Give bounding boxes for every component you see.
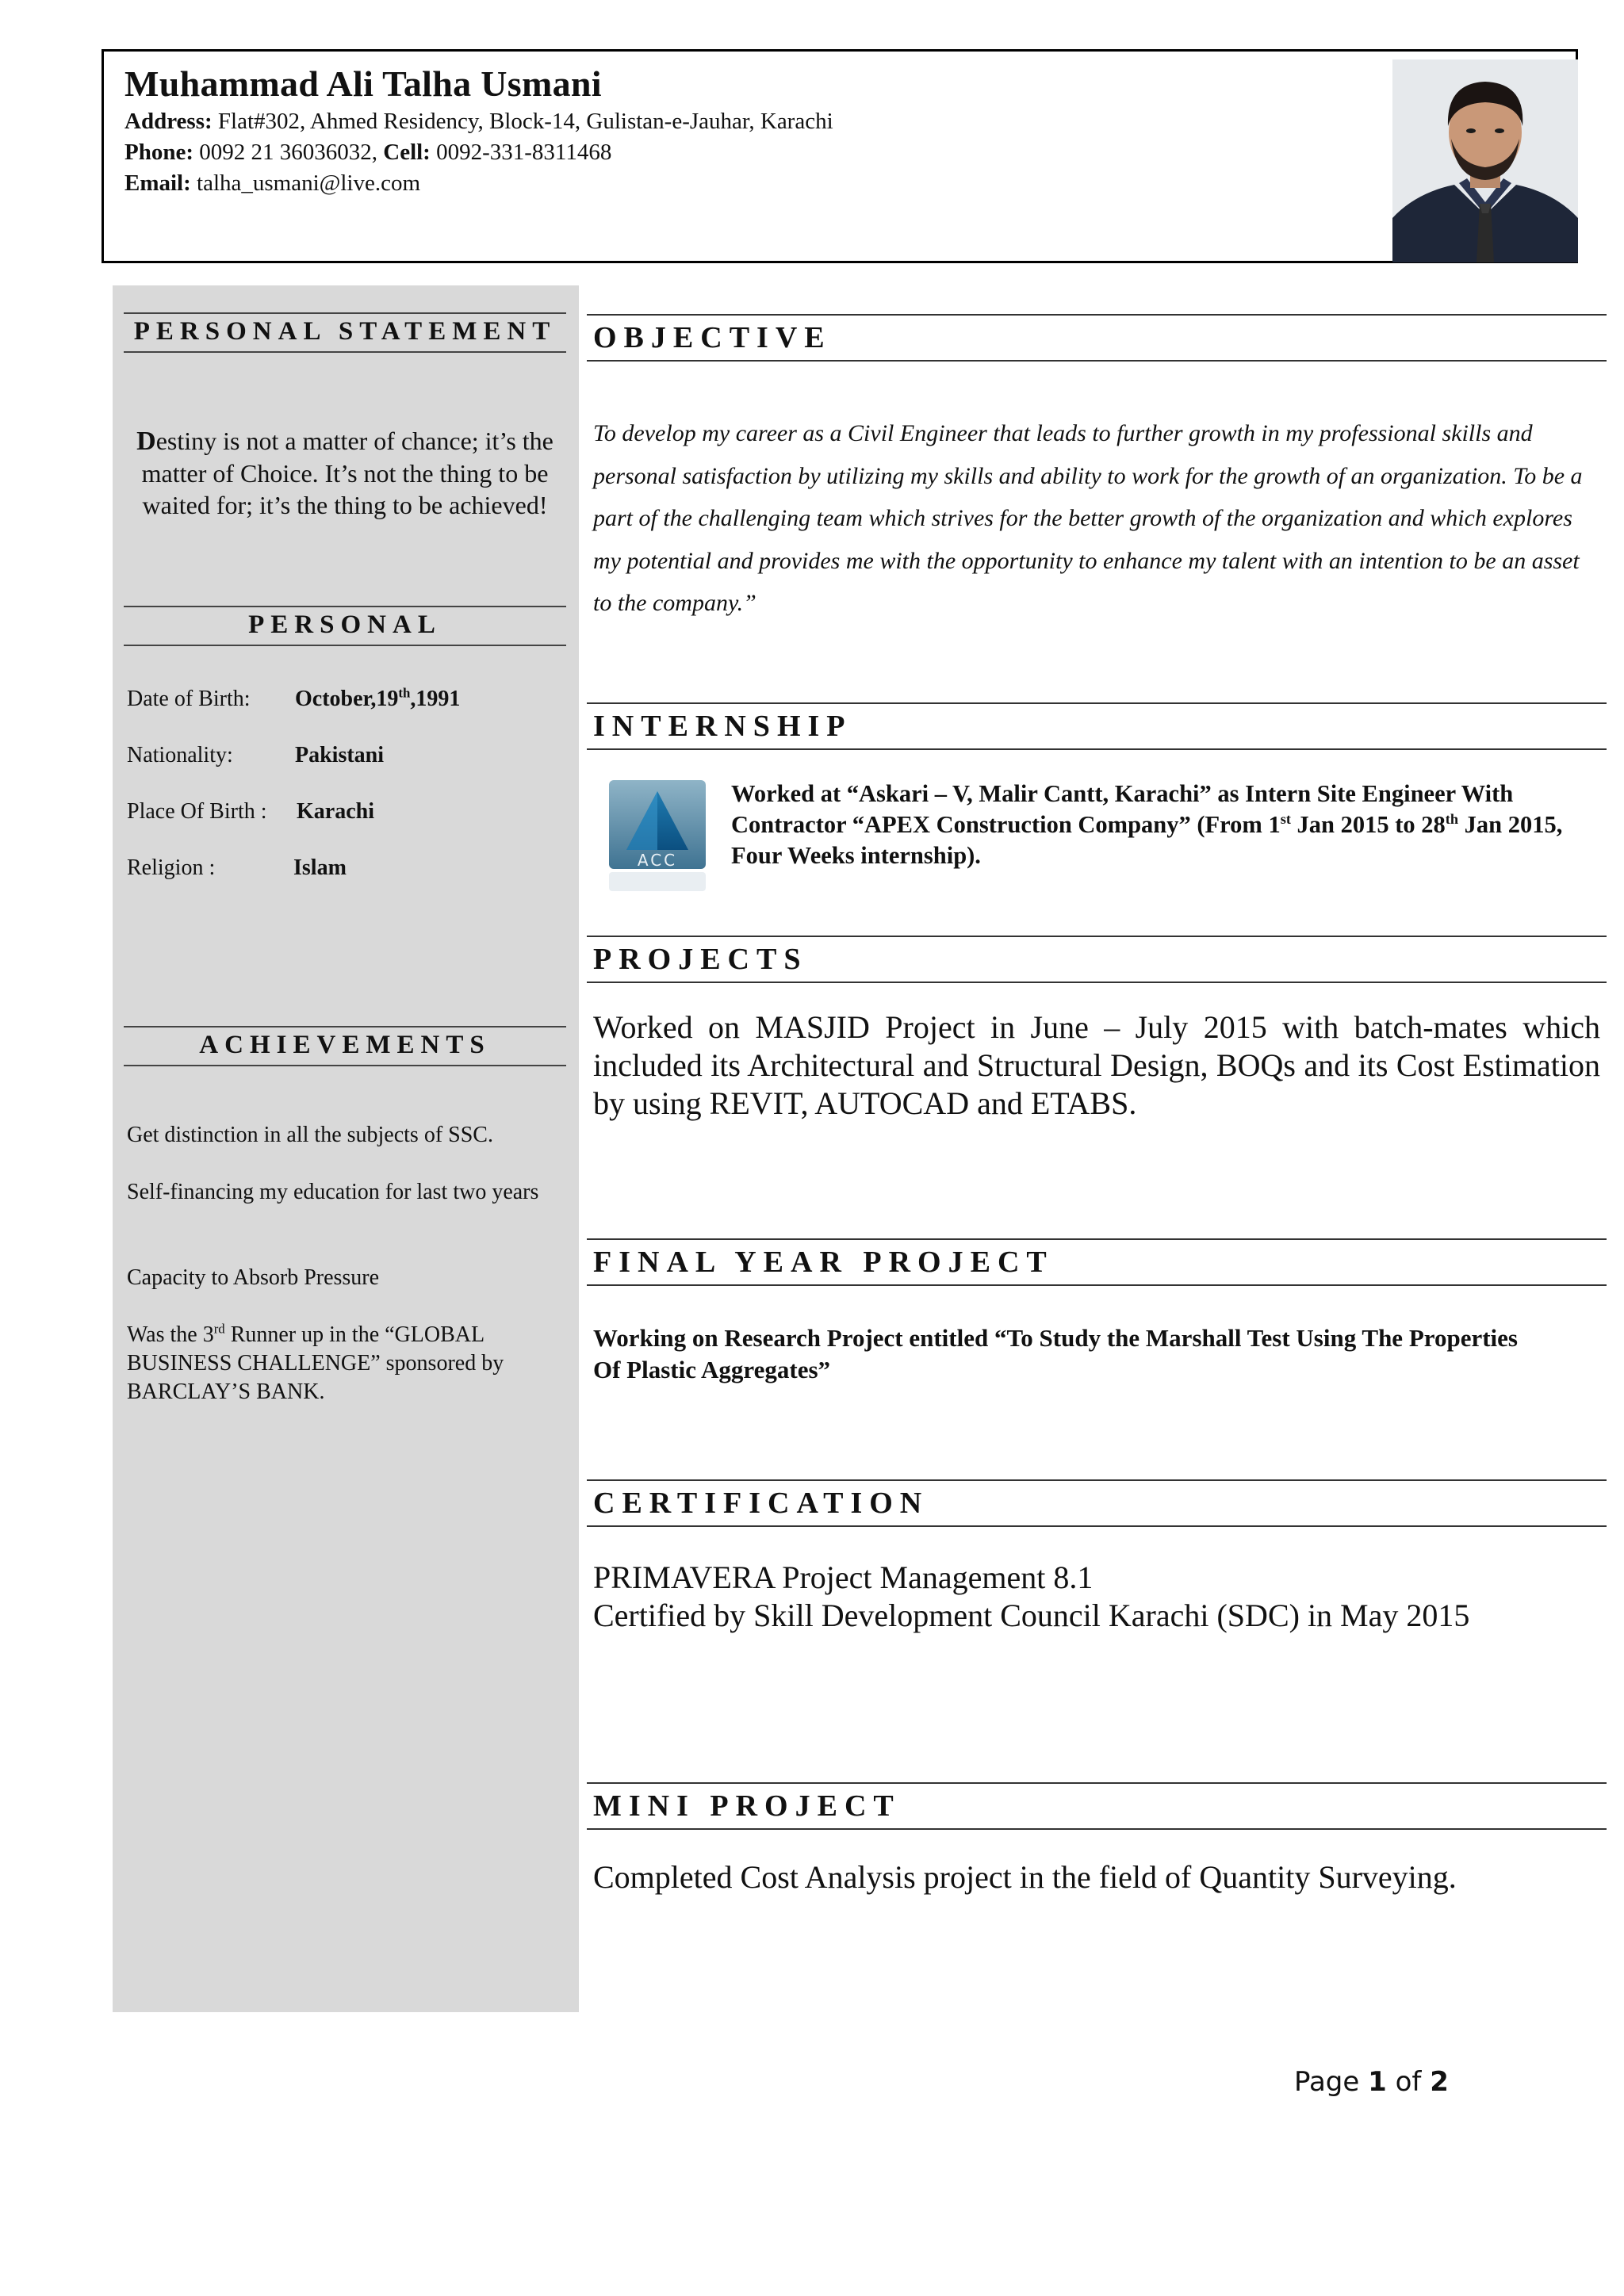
email-label: Email:: [124, 170, 191, 196]
phone-value: 0092 21 36036032,: [199, 140, 377, 165]
achievement-4-post: Runner up in the “GLOBAL BUSINESS CHALLENGE” sponsored by BARCLAY’S BANK.: [127, 1322, 504, 1404]
dob-label: Date of Birth:: [127, 687, 251, 711]
religion-value: Islam: [293, 855, 347, 880]
achievement-item-4: [127, 1321, 555, 1406]
address-label: Address:: [124, 109, 213, 134]
email-line: [124, 170, 420, 197]
email-value: talha_usmani@live.com: [197, 170, 421, 196]
certification-text: [593, 1559, 1600, 1635]
quote-text: estiny is not a matter of chance; it’s the matter of Choice. It’s not the thing to be waited for; it’s the thing to be achieved!: [141, 427, 553, 519]
dob-row: [127, 687, 251, 712]
certification-line-2: Certified by Skill Development Council Karachi (SDC) in May 2015: [593, 1598, 1470, 1633]
projects-heading: PROJECTS: [587, 936, 1607, 983]
certification-heading: CERTIFICATION: [587, 1479, 1607, 1527]
of-word: of: [1395, 2066, 1422, 2098]
projects-text: Worked on MASJID Project in June – July 2015 with batch-mates which included its Architectural and Structural Design, BOQs and its Cost Estimation by using REVIT, AUTOCAD and ETABS.: [593, 1009, 1600, 1121]
internship-sup-a: st: [1280, 810, 1291, 827]
personal-statement-quote: [124, 425, 566, 521]
internship-heading: INTERNSHIP: [587, 702, 1607, 750]
mini-project-text: Completed Cost Analysis project in the field of Quantity Surveying.: [593, 1859, 1457, 1895]
objective-heading: OBJECTIVE: [587, 314, 1607, 362]
cell-label: Cell:: [383, 140, 431, 165]
dob-value-year: ,1991: [410, 687, 461, 711]
personal-statement-heading: PERSONAL STATEMENT: [124, 312, 566, 353]
final-year-project-text: Working on Research Project entitled “To Study the Marshall Test Using The Properties Of Plastic Aggregates”: [593, 1324, 1518, 1383]
page-word: Page: [1294, 2066, 1360, 2098]
nationality-label: Nationality:: [127, 743, 233, 767]
header-box: [102, 49, 1578, 263]
acc-logo-text: ACC: [637, 851, 678, 870]
internship-text-b: Jan 2015 to 28: [1290, 811, 1446, 838]
quote-initial: D: [136, 427, 156, 456]
phone-line: [124, 140, 611, 166]
pob-value: Karachi: [297, 799, 374, 824]
religion-label: Religion :: [127, 855, 216, 880]
dob-value: [295, 687, 460, 712]
achievement-item-1: Get distinction in all the subjects of SSC.: [127, 1123, 493, 1147]
internship-text-c: Jan 2015, Four Weeks internship).: [731, 811, 1563, 869]
cell-value: 0092-331-8311468: [436, 140, 612, 165]
pob-label: Place Of Birth :: [127, 799, 267, 824]
certification-line-1: PRIMAVERA Project Management 8.1: [593, 1559, 1094, 1595]
achievement-item-2: Self-financing my education for last two years: [127, 1180, 539, 1204]
phone-label: Phone:: [124, 140, 193, 165]
total-pages: 2: [1430, 2066, 1449, 2098]
achievement-item-3: Capacity to Absorb Pressure: [127, 1265, 380, 1290]
internship-sup-b: th: [1445, 810, 1459, 827]
acc-logo: [606, 777, 709, 894]
internship-text-a: Worked at “Askari – V, Malir Cantt, Karachi” as Intern Site Engineer With Contractor “APEX Construction Company” (From 1: [731, 780, 1514, 838]
current-page: 1: [1368, 2066, 1387, 2098]
internship-text: [731, 779, 1595, 871]
address-line: [124, 109, 833, 135]
achievements-heading: ACHIEVEMENTS: [124, 1026, 566, 1066]
left-sidebar: [113, 285, 579, 2012]
address-value: Flat#302, Ahmed Residency, Block-14, Gulistan-e-Jauhar, Karachi: [217, 109, 833, 134]
achievement-4-sup: rd: [213, 1321, 225, 1337]
page-number: [1294, 2066, 1449, 2098]
dob-value-sup: th: [398, 685, 411, 701]
dob-value-main: October,19: [295, 687, 399, 711]
nationality-value: Pakistani: [295, 743, 385, 767]
mini-project-heading: MINI PROJECT: [587, 1782, 1607, 1830]
objective-text: To develop my career as a Civil Engineer that leads to further growth in my professional skills and personal satisfaction by utilizing my skills and ability to work for the growth of an organization. To be a part of the challenging team which strives for the better growth of the organization and which explores my potential and provides me with the opportunity to enhance my talent with an intention to be an asset to the company.”: [593, 420, 1583, 616]
personal-heading: PERSONAL: [124, 606, 566, 646]
profile-photo: [1392, 59, 1578, 262]
final-year-project-heading: FINAL YEAR PROJECT: [587, 1238, 1607, 1286]
achievement-4-pre: Was the 3: [127, 1322, 214, 1347]
candidate-name: Muhammad Ali Talha Usmani: [124, 63, 602, 104]
